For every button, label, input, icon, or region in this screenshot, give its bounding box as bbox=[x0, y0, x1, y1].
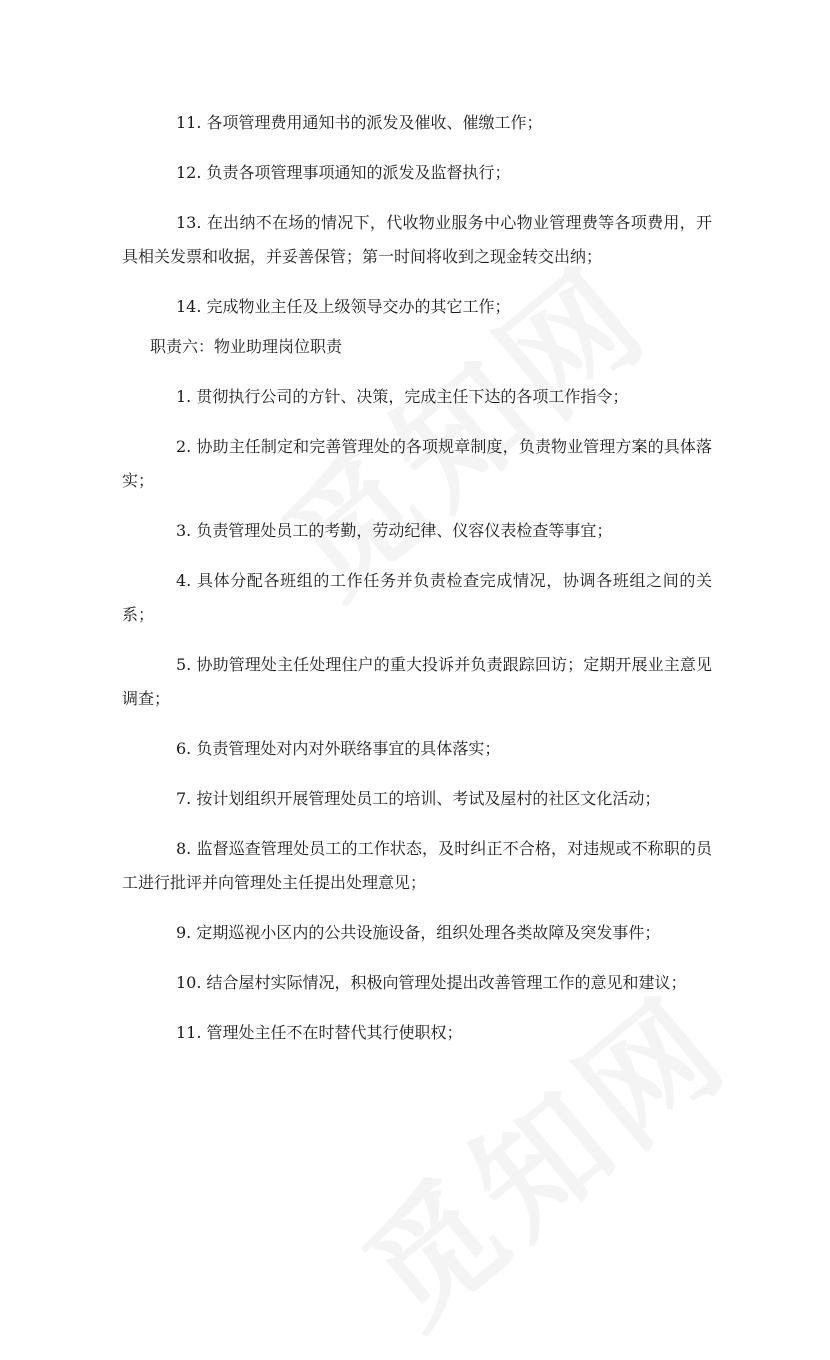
paragraph: 4. 具体分配各班组的工作任务并负责检查完成情况，协调各班组之间的关系； bbox=[122, 571, 712, 624]
paragraph: 11. 各项管理费用通知书的派发及催收、催缴工作； bbox=[176, 113, 543, 132]
paragraph: 11. 管理处主任不在时替代其行使职权； bbox=[176, 1023, 463, 1042]
paragraph: 9. 定期巡视小区内的公共设施设备，组织处理各类故障及突发事件； bbox=[176, 923, 661, 942]
paragraph: 3. 负责管理处员工的考勤，劳动纪律、仪容仪表检查等事宜； bbox=[176, 521, 613, 540]
paragraph: 7. 按计划组织开展管理处员工的培训、考试及屋村的社区文化活动； bbox=[176, 789, 661, 808]
document-body bbox=[122, 106, 712, 1050]
section-heading: 职责六：物业助理岗位职责 bbox=[150, 337, 343, 356]
paragraph: 5. 协助管理处主任处理住户的重大投诉并负责跟踪回访；定期开展业主意见调查； bbox=[122, 655, 712, 708]
paragraph: 8. 监督巡查管理处员工的工作状态，及时纠正不合格，对违规或不称职的员工进行批评并向管理处主任提出处理意见； bbox=[122, 839, 712, 892]
paragraph: 6. 负责管理处对内对外联络事宜的具体落实； bbox=[176, 739, 501, 758]
paragraph: 10. 结合屋村实际情况，积极向管理处提出改善管理工作的意见和建议； bbox=[176, 973, 687, 992]
paragraph: 14. 完成物业主任及上级领导交办的其它工作； bbox=[176, 297, 511, 316]
paragraph: 12. 负责各项管理事项通知的派发及监督执行； bbox=[176, 163, 511, 182]
paragraph: 1. 贯彻执行公司的方针、决策，完成主任下达的各项工作指令； bbox=[176, 387, 629, 406]
paragraph: 2. 协助主任制定和完善管理处的各项规章制度，负责物业管理方案的具体落实； bbox=[122, 437, 712, 490]
paragraph: 13. 在出纳不在场的情况下，代收物业服务中心物业管理费等各项费用，开具相关发票和收据，并妥善保管；第一时间将收到之现金转交出纳； bbox=[122, 213, 712, 266]
